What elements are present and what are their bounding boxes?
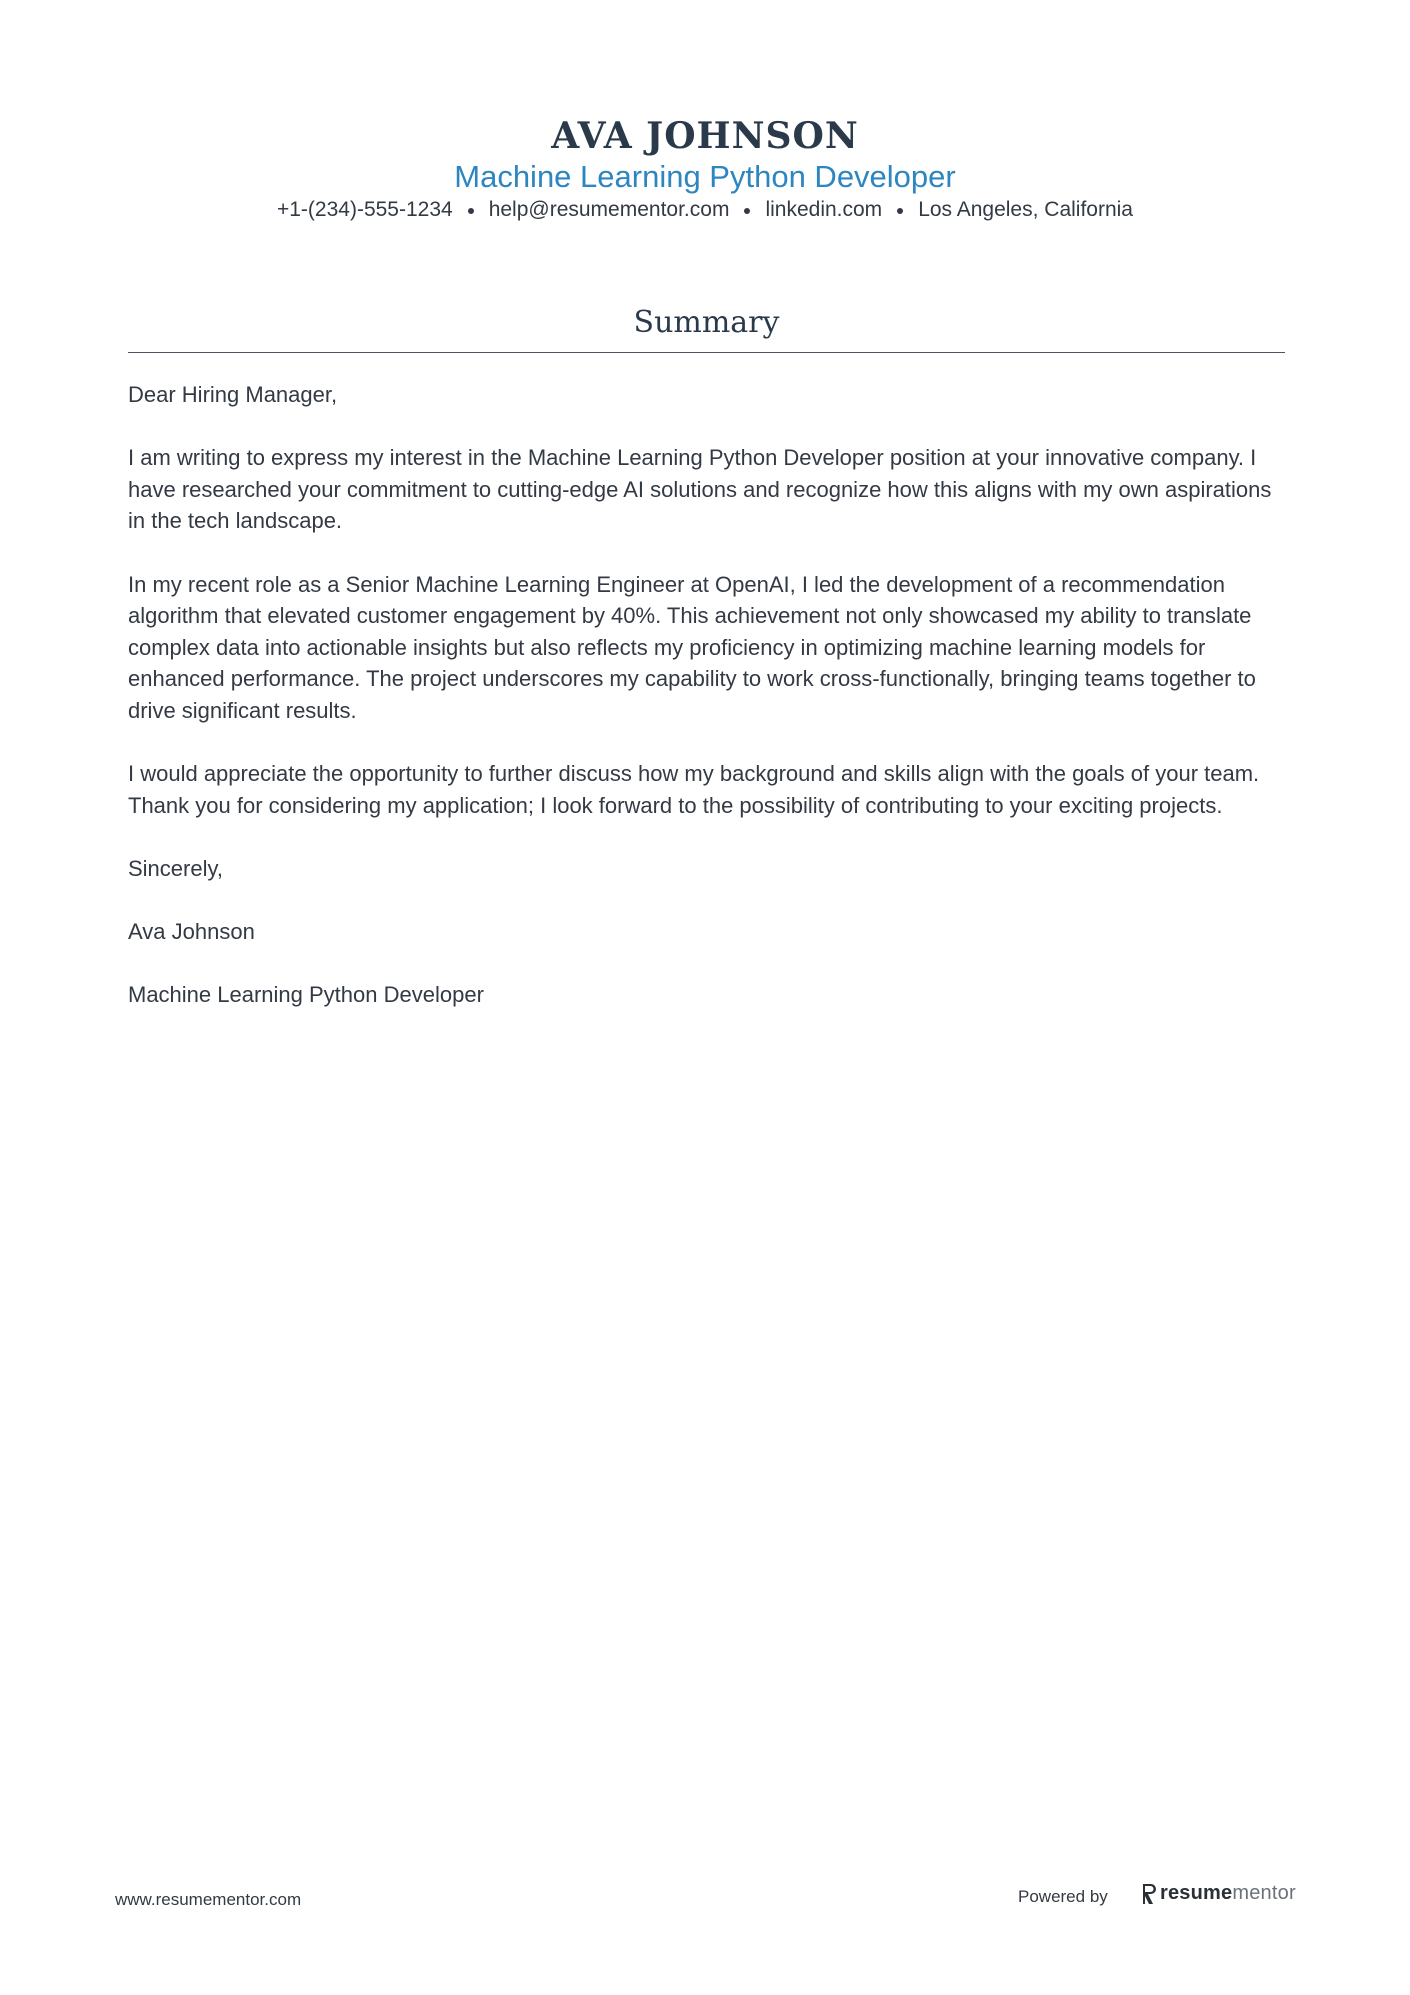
contact-linkedin: linkedin.com <box>765 198 883 221</box>
contact-location: Los Angeles, California <box>918 198 1133 221</box>
section-divider <box>128 352 1285 353</box>
applicant-job-title: Machine Learning Python Developer <box>454 159 956 194</box>
letter-paragraph: I am writing to express my interest in the Machine Learning Python Developer position at your innovative company. I have researched your commitment to cutting-edge AI solutions and recognize how this aligns with my own aspirations in the tech landscape. <box>128 445 1272 534</box>
letter-paragraph: In my recent role as a Senior Machine Learning Engineer at OpenAI, I led the development of a recommendation algorithm that elevated customer engagement by 40%. This achievement not only showcased my ability to translate complex data into actionable insights but also reflects my proficiency in optimizing machine learning models for enhanced performance. The project underscores my capability to work cross-functionally, bringing teams together to drive significant results. <box>128 571 1256 723</box>
letter-closing: Sincerely, <box>128 855 223 881</box>
bullet-separator-icon <box>897 208 903 214</box>
brand-text-resume: resume <box>1160 1882 1233 1904</box>
letter-paragraph: I would appreciate the opportunity to further discuss how my background and skills align with the goals of your team. Thank you for considering my application; I look forward to the possibility of contributing to your exciting projects. <box>128 761 1260 818</box>
signature-name: Ava Johnson <box>128 919 255 945</box>
resumementor-logo-icon <box>1141 1883 1157 1905</box>
contact-email: help@resumementor.com <box>488 198 730 221</box>
letter-salutation: Dear Hiring Manager, <box>128 382 338 407</box>
contact-line <box>0 196 1410 224</box>
bullet-separator-icon <box>468 208 474 214</box>
section-title-summary: Summary <box>633 305 780 340</box>
bullet-separator-icon <box>744 208 750 214</box>
footer-brand-logo[interactable] <box>1141 1882 1296 1905</box>
letter-body <box>128 379 1285 1042</box>
signature-title: Machine Learning Python Developer <box>128 982 484 1008</box>
footer-website-link[interactable]: www.resumementor.com <box>115 1890 302 1909</box>
contact-phone: +1-(234)-555-1234 <box>276 198 453 221</box>
footer-powered-by: Powered by <box>1018 1887 1108 1906</box>
brand-text-mentor: mentor <box>1232 1882 1296 1904</box>
applicant-name: AVA JOHNSON <box>551 115 859 157</box>
